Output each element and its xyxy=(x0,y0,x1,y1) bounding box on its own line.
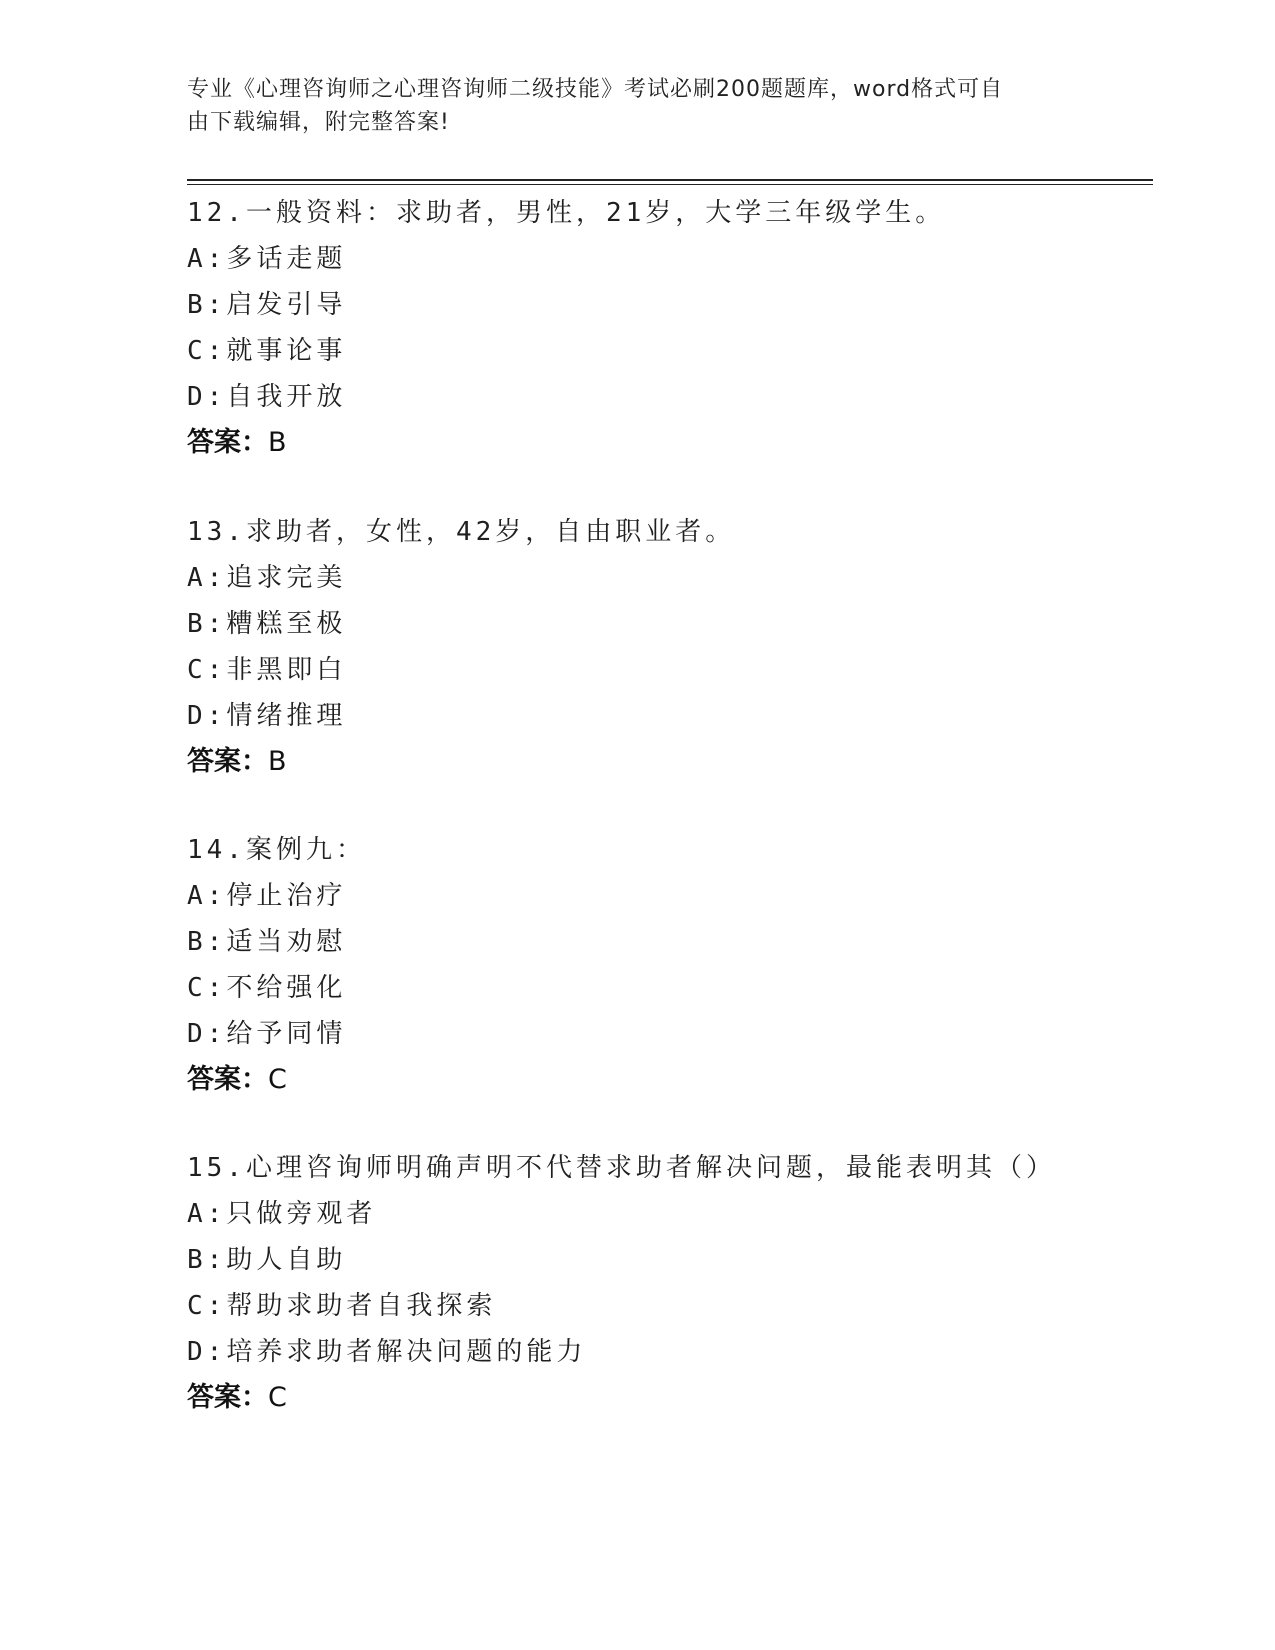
document-header xyxy=(187,73,1087,139)
option-text: 就事论事 xyxy=(226,336,347,366)
option-d xyxy=(187,693,1167,739)
option-letter: C: xyxy=(187,336,227,366)
answer-line xyxy=(187,420,1167,466)
option-d xyxy=(187,1329,1167,1375)
header-line-2: 由下载编辑，附完整答案! xyxy=(187,110,450,135)
option-b xyxy=(187,601,1167,647)
option-text: 助人自助 xyxy=(226,1245,347,1275)
option-a xyxy=(187,1191,1167,1237)
answer-line xyxy=(187,1375,1167,1421)
question-title: 15.心理咨询师明确声明不代替求助者解决问题，最能表明其（） xyxy=(187,1153,1056,1183)
option-c xyxy=(187,965,1167,1011)
option-text: 启发引导 xyxy=(226,290,347,320)
answer-label: 答案： xyxy=(187,746,268,777)
option-d xyxy=(187,1011,1167,1057)
option-letter: A: xyxy=(187,563,227,593)
answer-label: 答案： xyxy=(187,1382,268,1413)
option-c xyxy=(187,328,1167,374)
option-letter: D: xyxy=(187,701,227,731)
answer-value: C xyxy=(268,1064,287,1095)
answer-label: 答案： xyxy=(187,1064,268,1095)
option-a xyxy=(187,236,1167,282)
option-letter: B: xyxy=(187,927,227,957)
question-title: 14.案例九： xyxy=(187,835,366,865)
option-letter: C: xyxy=(187,655,227,685)
option-letter: A: xyxy=(187,881,227,911)
option-letter: A: xyxy=(187,1199,227,1229)
option-text: 糟糕至极 xyxy=(226,609,347,639)
option-text: 只做旁观者 xyxy=(226,1199,377,1229)
option-letter: B: xyxy=(187,609,227,639)
option-letter: C: xyxy=(187,973,227,1003)
option-b xyxy=(187,282,1167,328)
header-divider-thin xyxy=(187,184,1153,185)
question-block-15 xyxy=(187,1145,1167,1421)
option-text: 非黑即白 xyxy=(226,655,347,685)
question-title: 12.一般资料：求助者，男性，21岁，大学三年级学生。 xyxy=(187,198,946,228)
option-c xyxy=(187,1283,1167,1329)
option-text: 情绪推理 xyxy=(226,701,347,731)
question-block-14 xyxy=(187,827,1167,1103)
answer-label: 答案： xyxy=(187,427,268,458)
answer-value: B xyxy=(268,427,287,458)
option-letter: D: xyxy=(187,1337,227,1367)
option-text: 追求完美 xyxy=(226,563,347,593)
option-text: 培养求助者解决问题的能力 xyxy=(226,1337,587,1367)
header-divider-thick xyxy=(187,179,1153,181)
answer-line xyxy=(187,739,1167,785)
option-d xyxy=(187,374,1167,420)
question-title: 13.求助者，女性，42岁，自由职业者。 xyxy=(187,517,736,547)
answer-value: C xyxy=(268,1382,287,1413)
option-text: 给予同情 xyxy=(226,1019,347,1049)
option-letter: A: xyxy=(187,244,227,274)
answer-value: B xyxy=(268,746,287,777)
option-letter: D: xyxy=(187,1019,227,1049)
option-letter: B: xyxy=(187,1245,227,1275)
option-letter: C: xyxy=(187,1291,227,1321)
option-a xyxy=(187,873,1167,919)
option-c xyxy=(187,647,1167,693)
option-text: 适当劝慰 xyxy=(226,927,347,957)
option-text: 帮助求助者自我探索 xyxy=(226,1291,497,1321)
option-letter: B: xyxy=(187,290,227,320)
option-b xyxy=(187,919,1167,965)
option-letter: D: xyxy=(187,382,227,412)
option-a xyxy=(187,555,1167,601)
answer-line xyxy=(187,1057,1167,1103)
question-block-12 xyxy=(187,190,1167,466)
option-text: 多话走题 xyxy=(226,244,347,274)
question-block-13 xyxy=(187,509,1167,785)
option-b xyxy=(187,1237,1167,1283)
option-text: 不给强化 xyxy=(226,973,347,1003)
header-line-1: 专业《心理咨询师之心理咨询师二级技能》考试必刷200题题库，word格式可自 xyxy=(187,77,1004,102)
option-text: 自我开放 xyxy=(226,382,347,412)
option-text: 停止治疗 xyxy=(226,881,347,911)
